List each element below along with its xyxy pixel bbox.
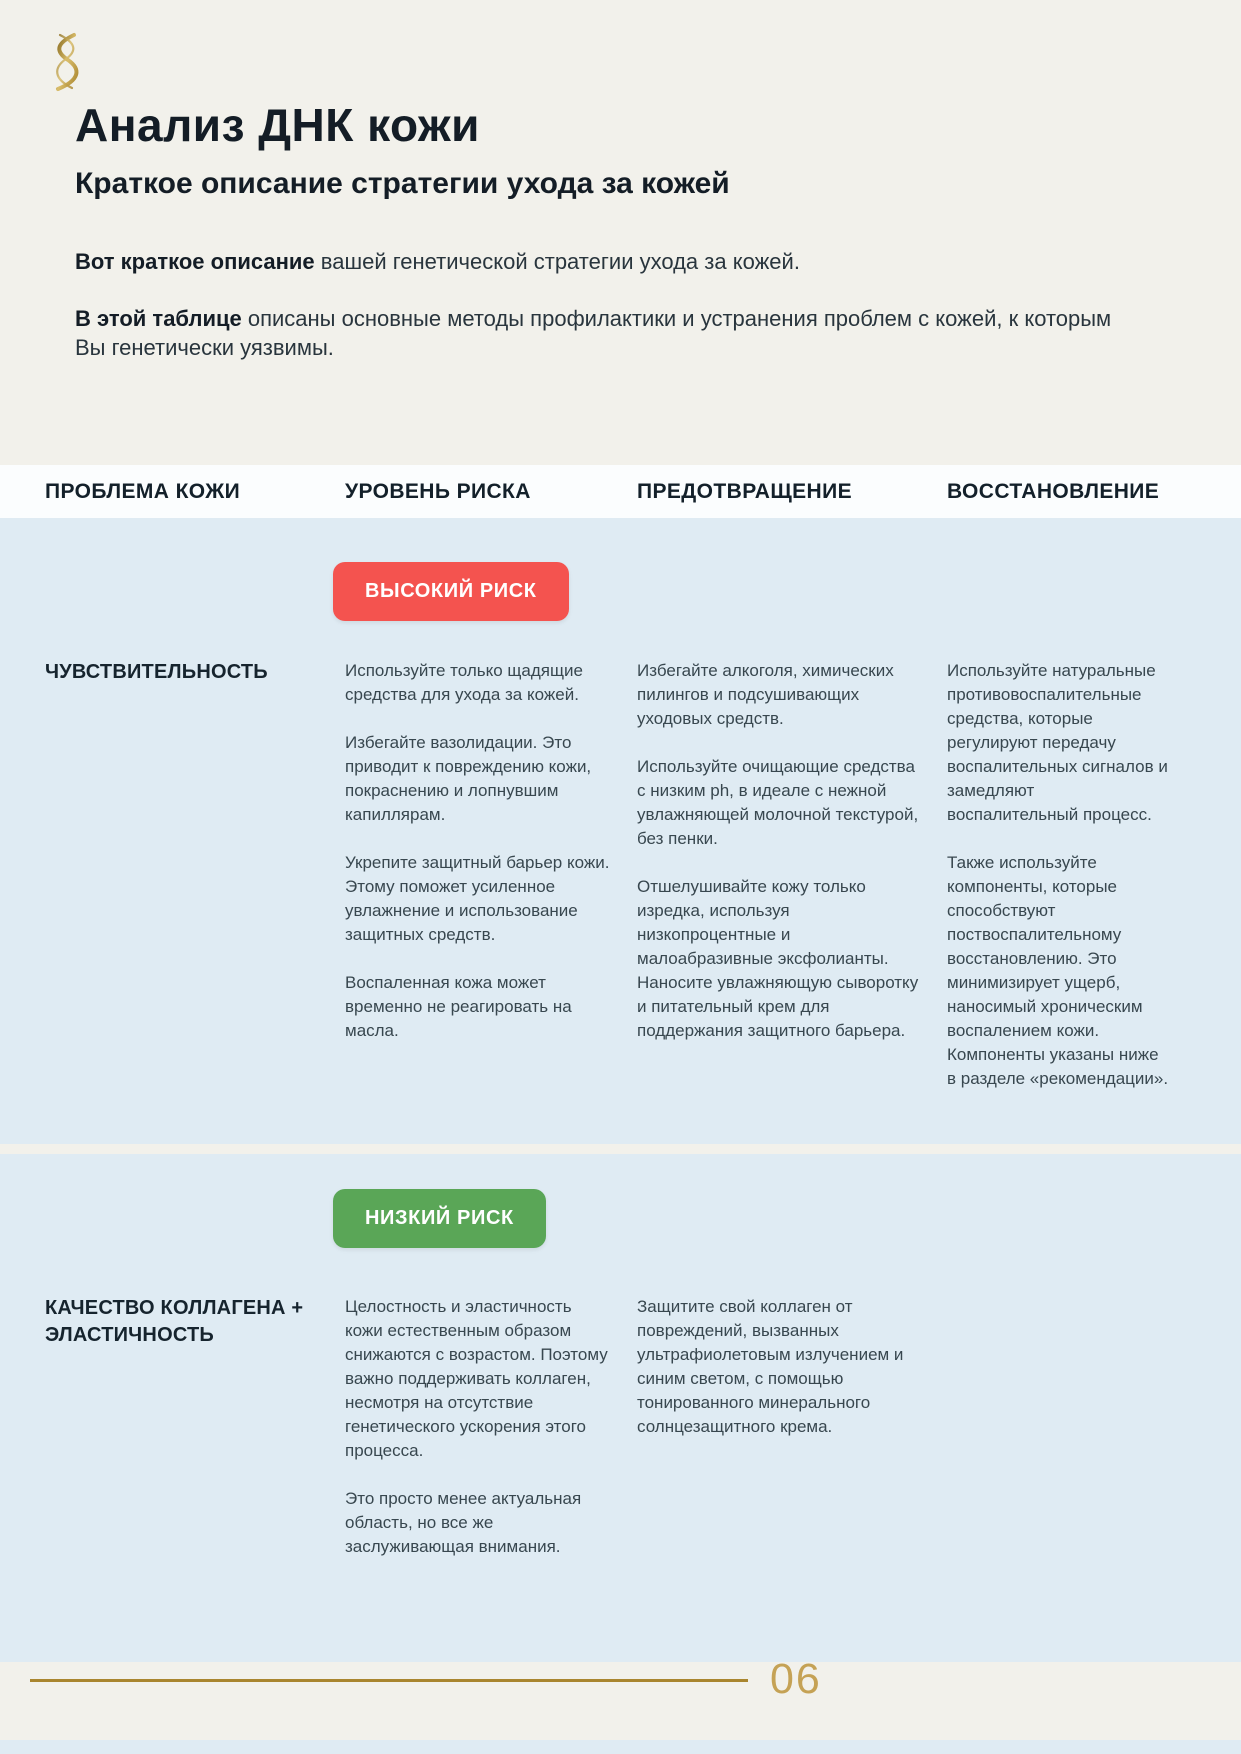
column-header-risk-level: УРОВЕНЬ РИСКА	[345, 479, 531, 503]
table-header-row	[0, 465, 1241, 518]
cell-restoration-collagen	[947, 1295, 1196, 1583]
paragraph: Используйте только щадящие средства для ухода за кожей.	[345, 661, 583, 705]
cell-problem-sensitivity: ЧУВСТВИТЕЛЬНОСТЬ	[45, 661, 268, 684]
cell-care-sensitivity	[345, 659, 637, 1115]
table-section-sensitivity	[0, 518, 1241, 1144]
dna-helix-icon	[45, 32, 87, 92]
column-header-restoration: ВОССТАНОВЛЕНИЕ	[947, 479, 1160, 503]
cell-prevention-sensitivity	[637, 659, 947, 1115]
intro-paragraph-2-lead: В этой таблице	[75, 305, 242, 331]
cell-problem-collagen: КАЧЕСТВО КОЛЛАГЕНА + ЭЛАСТИЧНОСТЬ	[45, 1297, 304, 1347]
table-row	[0, 1248, 1241, 1583]
paragraph: Воспаленная кожа может временно не реагировать на масла.	[345, 973, 572, 1041]
paragraph: Защитите свой коллаген от повреждений, вызванных ультрафиолетовым излучением и синим светом, с помощью тонированного минерального солнцезащитного крема.	[637, 1297, 904, 1437]
paragraph: Используйте натуральные противовоспалительные средства, которые регулируют передачу воспалительных сигналов и замедляют воспалительный процесс.	[947, 661, 1168, 825]
cell-prevention-collagen	[637, 1295, 947, 1583]
paragraph: Целостность и эластичность кожи естественным образом снижаются с возрастом. Поэтому важно поддерживать коллаген, несмотря на отсутствие генетического ускорения этого процесса.	[345, 1297, 608, 1461]
page-subtitle: Краткое описание стратегии ухода за кожей	[75, 167, 730, 200]
paragraph: Это просто менее актуальная область, но все же заслуживающая внимания.	[345, 1489, 582, 1557]
table-section-collagen	[0, 1154, 1241, 1662]
intro-paragraph-1-text: вашей генетической стратегии ухода за кожей.	[314, 249, 800, 274]
cell-care-collagen	[345, 1295, 637, 1583]
paragraph: Отшелушивайте кожу только изредка, используя низкопроцентные и малоабразивные эксфолианты. Наносите увлажняющую сыворотку и питательный крем для поддержания защитного барьера.	[637, 877, 919, 1041]
page-footer	[0, 1655, 1241, 1754]
page-title: Анализ ДНК кожи	[75, 99, 480, 151]
bottom-section-strip	[0, 1740, 1241, 1754]
paragraph: Также используйте компоненты, которые способствуют поствоспалительному восстановлению. Это минимизирует ущерб, наносимый хроническим воспалением кожи. Компоненты указаны ниже в разделе «рекомендации».	[947, 853, 1169, 1089]
intro-paragraph-1	[75, 247, 1146, 277]
risk-badge-low: НИЗКИЙ РИСК	[333, 1189, 546, 1248]
intro-paragraph-2	[75, 304, 1146, 363]
column-header-prevention: ПРЕДОТВРАЩЕНИЕ	[637, 479, 852, 503]
cell-restoration-sensitivity	[947, 659, 1196, 1115]
section-divider	[0, 1144, 1241, 1154]
paragraph: Избегайте алкоголя, химических пилингов и подсушивающих уходовых средств.	[637, 661, 894, 729]
table-row	[0, 621, 1241, 1115]
footer-divider-line	[30, 1679, 748, 1682]
column-header-skin-problem: ПРОБЛЕМА КОЖИ	[45, 479, 241, 503]
paragraph: Избегайте вазолидации. Это приводит к повреждению кожи, покраснению и лопнувшим капиллярам.	[345, 733, 592, 825]
risk-badge-high: ВЫСОКИЙ РИСК	[333, 562, 569, 621]
paragraph: Используйте очищающие средства с низким ph, в идеале с нежной увлажняющей молочной текстурой, без пенки.	[637, 757, 919, 849]
intro-paragraph-2-text: описаны основные методы профилактики и устранения проблем с кожей, к которым Вы генетически уязвимы.	[75, 305, 1112, 361]
page-number: 06	[770, 1655, 822, 1704]
paragraph: Укрепите защитный барьер кожи. Этому поможет усиленное увлажнение и использование защитных средств.	[345, 853, 610, 945]
intro-paragraph-1-lead: Вот краткое описание	[75, 249, 315, 274]
